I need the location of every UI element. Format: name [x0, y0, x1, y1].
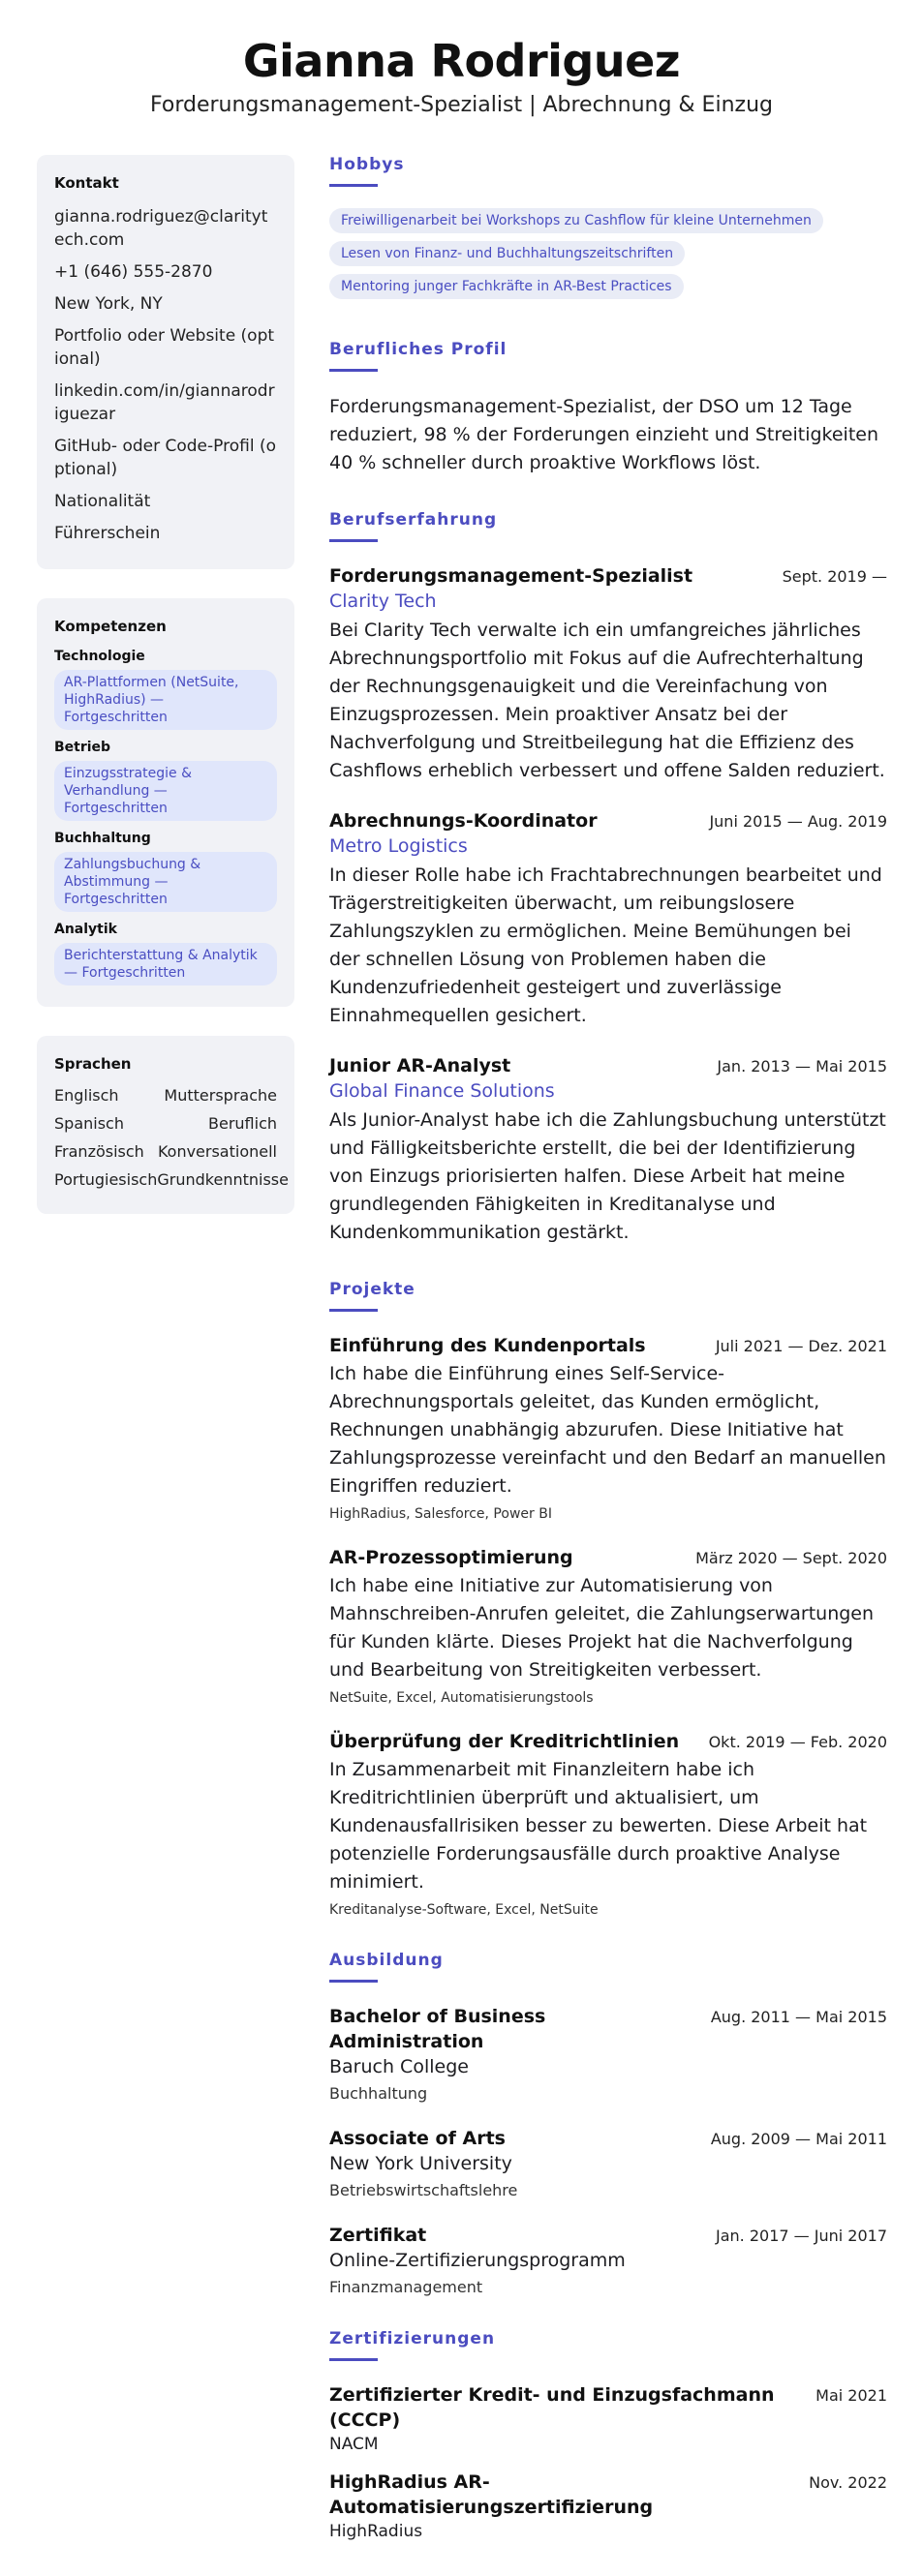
- job-description: Als Junior-Analyst habe ich die Zahlungsbuchung unterstützt und Fälligkeitsberichte erstellt, die bei der Identifizierung von Einzugs priorisierten halfen. Diese Arbeit hat meine grundlegenden Fähigkeiten in Kreditanalyse und Kundenkommunikation gestärkt.: [329, 1109, 886, 1243]
- skill-category: Betrieb: [54, 740, 111, 755]
- project-tools: HighRadius, Salesforce, Power BI: [329, 1506, 552, 1522]
- section-title: Ausbildung: [329, 1951, 444, 1970]
- skill-category: Buchhaltung: [54, 831, 151, 846]
- job-company: Global Finance Solutions: [329, 1080, 555, 1102]
- languages-card: [37, 1036, 294, 1214]
- skills-card: [37, 598, 294, 1007]
- project-date: März 2020 — Sept. 2020: [695, 1549, 887, 1567]
- job-date: Jan. 2013 — Mai 2015: [717, 1057, 887, 1076]
- projects-section: [329, 1280, 887, 1918]
- project-entry: [329, 1545, 887, 1706]
- skill-tag: Zahlungsbuchung & Abstimmung — Fortgeschritten: [54, 852, 277, 912]
- education-entry: [329, 2004, 887, 2103]
- project-name: Überprüfung der Kreditrichtlinien: [329, 1731, 680, 1752]
- hobbies-section: [329, 155, 887, 307]
- job-date: Sept. 2019 —: [782, 567, 887, 586]
- resume-header: [0, 0, 923, 120]
- job-description: In dieser Rolle habe ich Frachtabrechnungen bearbeitet und Trägerstreitigkeiten überwacht, um reibungslosere Zahlungszyklen zu ermöglichen. Meine Bemühungen bei der schnellen Lösung von Problemen haben die Kundenzufriedenheit gesteigert und zuverlässige Einnahmequellen gesichert.: [329, 864, 882, 1026]
- experience-entry: [329, 808, 887, 1030]
- language-name: Portugiesisch: [54, 1170, 158, 1189]
- cert-issuer: NACM: [329, 2435, 379, 2454]
- language-level: Konversationell: [157, 1142, 277, 1161]
- language-row: [54, 1142, 277, 1162]
- section-divider: [329, 184, 378, 187]
- job-role: Junior AR-Analyst: [329, 1055, 511, 1076]
- skill-tag: AR-Plattformen (NetSuite, HighRadius) — Fortgeschritten: [54, 670, 277, 730]
- experience-entry: [329, 563, 887, 785]
- school-name: Online-Zertifizierungsprogramm: [329, 2250, 626, 2271]
- education-entry: [329, 2223, 887, 2296]
- school-name: New York University: [329, 2153, 512, 2174]
- study-field: Betriebswirtschaftslehre: [329, 2181, 518, 2199]
- contact-email[interactable]: gianna.rodriguez@claritytech.com: [54, 207, 268, 250]
- contact-title: Kontakt: [54, 174, 119, 192]
- section-divider: [329, 1309, 378, 1312]
- contact-license: Führerschein: [54, 524, 161, 543]
- skill-tag: Einzugsstrategie & Verhandlung — Fortgeschritten: [54, 761, 277, 821]
- degree-name: Bachelor of Business Administration: [329, 2006, 546, 2052]
- certifications-section: [329, 2329, 887, 2543]
- contact-portfolio: Portfolio oder Website (optional): [54, 326, 275, 369]
- study-field: Buchhaltung: [329, 2084, 428, 2103]
- contact-phone[interactable]: +1 (646) 555-2870: [54, 262, 213, 282]
- profile-text: Forderungsmanagement-Spezialist, der DSO um 12 Tage reduziert, 98 % der Forderungen einzieht und Streitigkeiten 40 % schneller durch proaktive Workflows löst.: [329, 396, 879, 473]
- language-level: Grundkenntnisse: [157, 1170, 289, 1189]
- degree-name: Zertifikat: [329, 2225, 427, 2246]
- cert-date: Mai 2021: [815, 2386, 887, 2405]
- project-description: In Zusammenarbeit mit Finanzleitern habe ich Kreditrichtlinien überprüft und aktualisiert, um Kundenausfallrisiken besser zu bewerten. Diese Arbeit hat potenzielle Forderungsausfälle durch proaktive Analyse minimiert.: [329, 1759, 868, 1893]
- certification-entry: [329, 2470, 887, 2543]
- language-name: Englisch: [54, 1086, 119, 1105]
- section-divider: [329, 2358, 378, 2361]
- cert-issuer: HighRadius: [329, 2522, 423, 2541]
- project-description: Ich habe eine Initiative zur Automatisierung von Mahnschreiben-Anrufen geleitet, die Zahlungserwartungen für Kunden klärte. Dieses Projekt hat die Nachverfolgung und Bearbeitung von Streitigkeiten verbessert.: [329, 1575, 875, 1681]
- section-title: Zertifizierungen: [329, 2329, 496, 2349]
- study-field: Finanzmanagement: [329, 2278, 483, 2296]
- languages-title: Sprachen: [54, 1055, 132, 1073]
- contact-card: [37, 155, 294, 569]
- certification-entry: [329, 2382, 887, 2456]
- section-divider: [329, 369, 378, 372]
- section-title: Projekte: [329, 1280, 415, 1299]
- section-title: Berufliches Profil: [329, 340, 508, 359]
- hobby-tag: Freiwilligenarbeit bei Workshops zu Cashflow für kleine Unternehmen: [329, 208, 823, 233]
- language-level: Beruflich: [208, 1114, 277, 1133]
- project-date: Okt. 2019 — Feb. 2020: [708, 1733, 887, 1751]
- section-title: Berufserfahrung: [329, 510, 498, 530]
- education-entry: [329, 2126, 887, 2199]
- skill-tag: Berichterstattung & Analytik — Fortgeschritten: [54, 943, 277, 985]
- skill-category: Analytik: [54, 922, 117, 937]
- job-role: Forderungsmanagement-Spezialist: [329, 565, 693, 587]
- language-row: [54, 1114, 277, 1134]
- skills-title: Kompetenzen: [54, 618, 167, 635]
- project-entry: [329, 1333, 887, 1522]
- experience-entry: [329, 1053, 887, 1247]
- language-name: Spanisch: [54, 1114, 124, 1133]
- job-description: Bei Clarity Tech verwalte ich ein umfangreiches jährliches Abrechnungsportfolio mit Fokus auf die Aufrechterhaltung der Rechnungsgenauigkeit und die Vereinfachung von Einzugsprozessen. Mein proaktiver Ansatz bei der Nachverfolgung und Streitbeilegung hat die Effizienz des Cashflows erheblich verbessert und offene Salden reduziert.: [329, 620, 885, 781]
- project-entry: [329, 1729, 887, 1918]
- experience-section: [329, 510, 887, 1247]
- section-title: Hobbys: [329, 155, 405, 174]
- language-row: [54, 1086, 277, 1106]
- project-description: Ich habe die Einführung eines Self-Service-Abrechnungsportals geleitet, das Kunden ermöglicht, Rechnungen unabhängig abzurufen. Diese Initiative hat Zahlungsprozesse vereinfacht und den Bedarf an manuellen Eingriffen reduziert.: [329, 1363, 886, 1497]
- education-section: [329, 1951, 887, 2296]
- degree-date: Aug. 2009 — Mai 2011: [710, 2130, 887, 2148]
- contact-linkedin[interactable]: linkedin.com/in/giannarodriguezar: [54, 381, 275, 424]
- cert-date: Nov. 2022: [809, 2473, 887, 2492]
- section-divider: [329, 539, 378, 542]
- contact-location: New York, NY: [54, 294, 163, 314]
- person-name: Gianna Rodriguez: [242, 35, 681, 87]
- section-divider: [329, 1980, 378, 1983]
- language-name: Französisch: [54, 1142, 144, 1161]
- project-date: Juli 2021 — Dez. 2021: [715, 1337, 887, 1355]
- degree-date: Aug. 2011 — Mai 2015: [710, 2008, 887, 2026]
- hobby-list: [329, 208, 887, 307]
- skill-category: Technologie: [54, 649, 145, 664]
- project-tools: NetSuite, Excel, Automatisierungstools: [329, 1690, 594, 1706]
- cert-name: Zertifizierter Kredit- und Einzugsfachmann (CCCP): [329, 2384, 775, 2431]
- job-date: Juni 2015 — Aug. 2019: [709, 812, 887, 831]
- school-name: Baruch College: [329, 2056, 469, 2077]
- sidebar: [37, 155, 294, 1243]
- project-name: AR-Prozessoptimierung: [329, 1547, 573, 1568]
- job-company: Metro Logistics: [329, 835, 468, 857]
- job-company: Clarity Tech: [329, 591, 437, 612]
- degree-date: Jan. 2017 — Juni 2017: [716, 2227, 887, 2245]
- cert-name: HighRadius AR-Automatisierungszertifizierung: [329, 2471, 654, 2518]
- degree-name: Associate of Arts: [329, 2128, 506, 2149]
- language-row: [54, 1170, 289, 1190]
- job-role: Abrechnungs-Koordinator: [329, 810, 598, 832]
- profile-section: [329, 340, 887, 477]
- project-name: Einführung des Kundenportals: [329, 1335, 646, 1356]
- hobby-tag: Mentoring junger Fachkräfte in AR-Best Practices: [329, 274, 684, 299]
- main-column: [329, 155, 887, 2576]
- language-level: Muttersprache: [164, 1086, 277, 1105]
- contact-github: GitHub- oder Code-Profil (optional): [54, 437, 276, 479]
- hobby-tag: Lesen von Finanz- und Buchhaltungszeitschriften: [329, 241, 685, 266]
- job-subtitle: Forderungsmanagement-Spezialist | Abrechnung & Einzug: [150, 93, 773, 117]
- contact-nationality: Nationalität: [54, 492, 151, 511]
- project-tools: Kreditanalyse-Software, Excel, NetSuite: [329, 1902, 599, 1918]
